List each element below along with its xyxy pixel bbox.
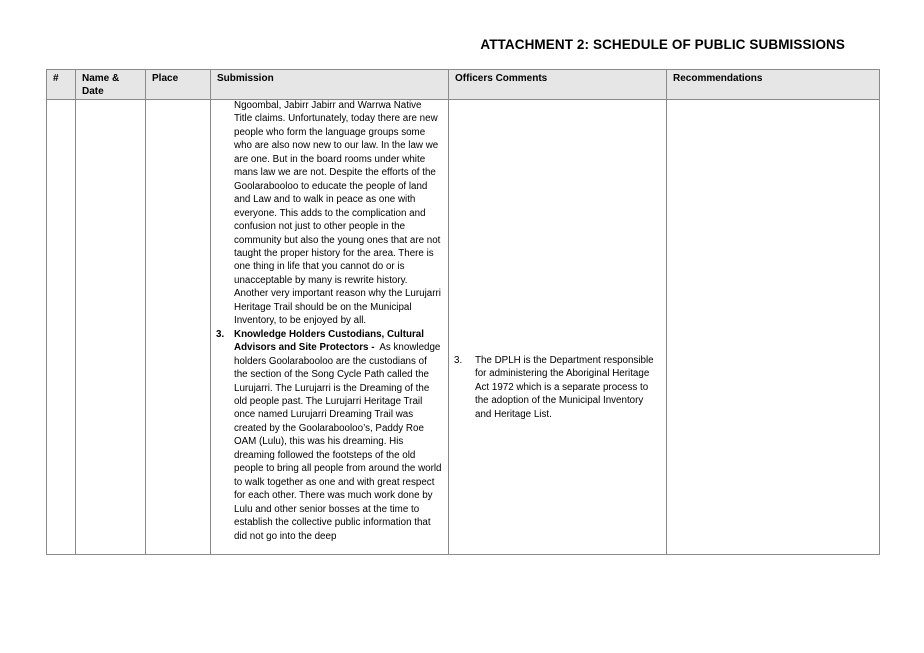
cell-number-content	[47, 100, 75, 554]
recommendations-content	[667, 100, 879, 554]
cell-name-date	[76, 100, 146, 555]
submission-point-text: As knowledge holders Goolarabooloo are the custodians of the section of the Song Cycle Path called the Lurujarri. The Lurujarri is the Dreaming of the old people past. The Lurujarri Heritage Trail once named Lurujarri Dreaming Trail was created by the Goolarabooloo’s, Paddy Roe OAM (Lulu), this was his dreaming. His dreaming followed the footsteps of the old people to bring all people from around the world to walk together as one and with great respect for each other. There was much work done by Lulu and other senior bosses at the time to establish the collective public information that did not go into the deep	[234, 342, 442, 542]
officers-comments-content	[449, 100, 666, 554]
header-submission: Submission	[211, 70, 449, 100]
table-row	[47, 100, 880, 555]
cell-place-content	[146, 100, 210, 554]
officers-comment-number: 3.	[454, 355, 463, 366]
submission-continued-text: Ngoombal, Jabirr Jabirr and Warrwa Native Title claims. Unfortunately, today there are new people who form the language groups some who are also now new to our law. In the law we are one. But in the board rooms under white mans law we are not. Despite the efforts of the Goolarabooloo to educate the people of land and Law and to walk in peace as one with everyone. This adds to the complication and confusion not just to other people in the community but also the young ones that are not taught the proper history for the area. There is one thing in life that you cannot do or is unacceptable by many is rewrite history. Another very important reason why the Lurujarri Heritage Trail should be on the Municipal Inventory, to be enjoyed by all.	[234, 100, 441, 327]
cell-place	[146, 100, 211, 555]
cell-recommendations	[667, 100, 880, 555]
cell-name-date-content	[76, 100, 145, 554]
header-officers-comments: Officers Comments	[449, 70, 667, 100]
header-number: #	[47, 70, 76, 100]
header-place: Place	[146, 70, 211, 100]
cell-submission	[211, 100, 449, 555]
submission-point-heading: Knowledge Holders Custodians, Cultural Advisors and Site Protectors -	[234, 328, 424, 354]
header-name-date: Name & Date	[76, 70, 146, 100]
page-title: ATTACHMENT 2: SCHEDULE OF PUBLIC SUBMISSIONS	[480, 37, 845, 52]
officers-comment-text: The DPLH is the Department responsible for administering the Aboriginal Heritage Act 1972 which is a separate process to the adoption of the Municipal Inventory and Heritage List.	[475, 355, 654, 420]
cell-number	[47, 100, 76, 555]
submissions-table	[46, 69, 880, 555]
submission-point-number: 3.	[216, 328, 225, 340]
submission-point	[216, 328, 442, 543]
cell-officers-comments	[449, 100, 667, 555]
table-header-row	[47, 70, 880, 100]
header-recommendations: Recommendations	[667, 70, 880, 100]
submission-content	[211, 100, 448, 554]
